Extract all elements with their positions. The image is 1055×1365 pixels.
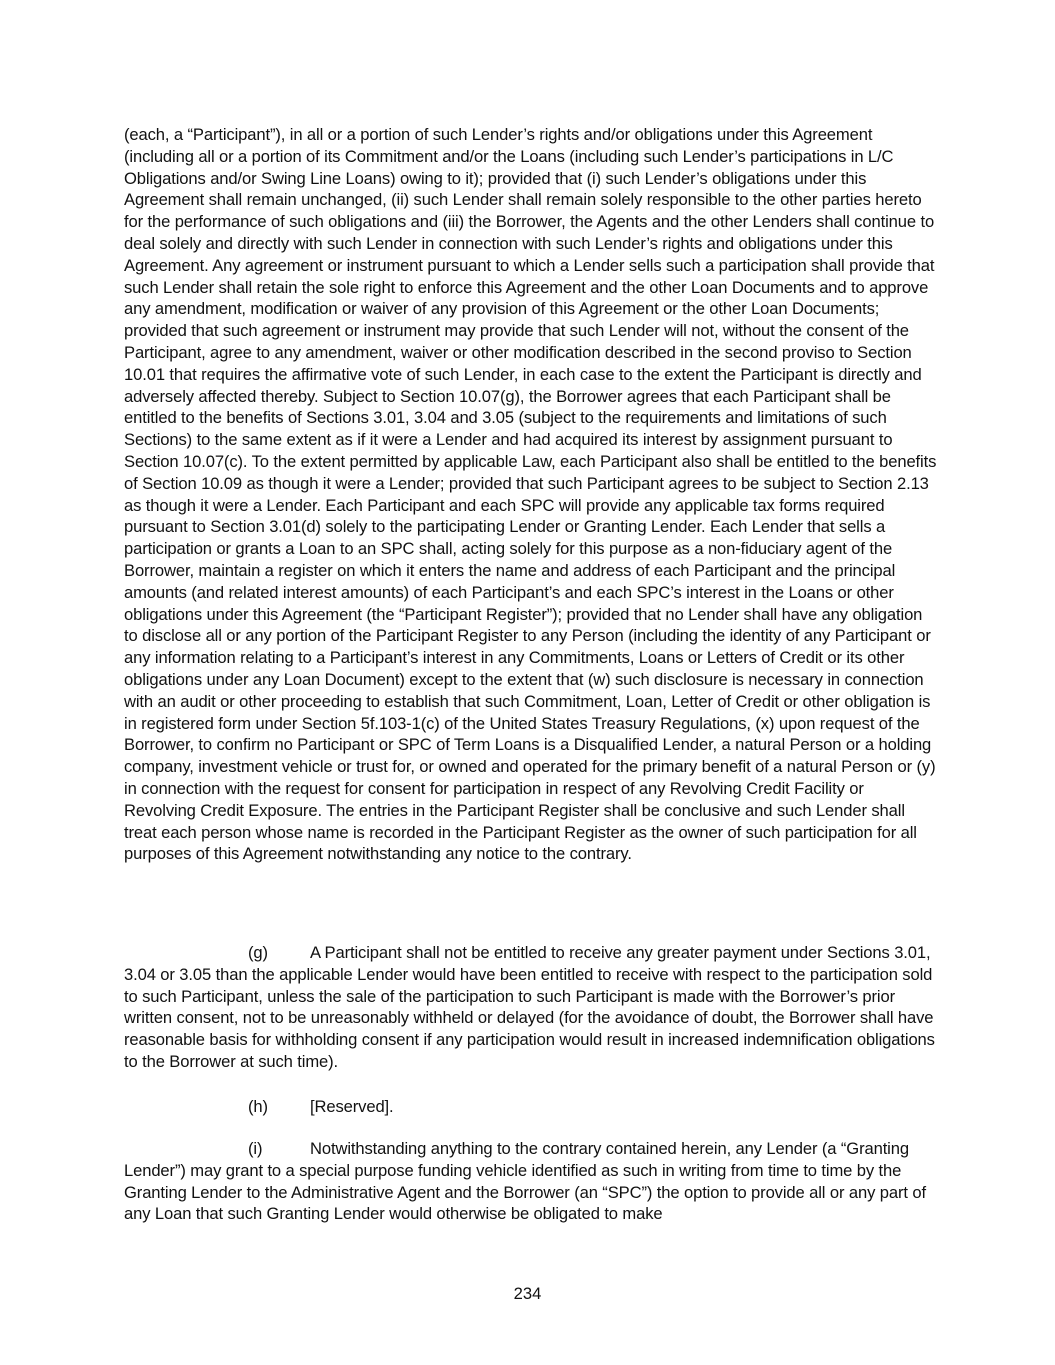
- page-number: 234: [513, 1284, 542, 1303]
- paragraph-g: [124, 942, 938, 1073]
- paragraph-h-label: (h): [248, 1097, 268, 1116]
- paragraph-i-label: (i): [248, 1139, 263, 1158]
- paragraph-i: [124, 1138, 938, 1225]
- paragraph-h-text: [Reserved].: [310, 1097, 394, 1116]
- paragraph-participant-continuation: (each, a “Participant”), in all or a portion of such Lender’s rights and/or obligations under this Agreement (including all or a portion of its Commitment and/or the Loans (including such Lender’s participations in L/C Obligations and/or Swing Line Loans) owing to it); provided that (i) such Lender’s obligations under this Agreement shall remain unchanged, (ii) such Lender shall remain solely responsible to the other parties hereto for the performance of such obligations and (iii) the Borrower, the Agents and the other Lenders shall continue to deal solely and directly with such Lender in connection with such Lender’s rights and obligations under this Agreement. Any agreement or instrument pursuant to which a Lender sells such a participation shall provide that such Lender shall retain the sole right to enforce this Agreement and the other Loan Documents and to approve any amendment, modification or waiver of any provision of this Agreement or the other Loan Documents; provided that such agreement or instrument may provide that such Lender will not, without the consent of the Participant, agree to any amendment, waiver or other modification described in the second proviso to Section 10.01 that requires the affirmative vote of such Lender, in each case to the extent the Participant is directly and adversely affected thereby. Subject to Section 10.07(g), the Borrower agrees that each Participant shall be entitled to the benefits of Sections 3.01, 3.04 and 3.05 (subject to the requirements and limitations of such Sections) to the same extent as if it were a Lender and had acquired its interest by assignment pursuant to Section 10.07(c). To the extent permitted by applicable Law, each Participant also shall be entitled to the benefits of Section 10.09 as though it were a Lender; provided that such Participant agrees to be subject to Section 2.13 as though it were a Lender. Each Participant and each SPC will provide any applicable tax forms required pursuant to Section 3.01(d) solely to the participating Lender or Granting Lender. Each Lender that sells a participation or grants a Loan to an SPC shall, acting solely for this purpose as a non-fiduciary agent of the Borrower, maintain a register on which it enters the name and address of each Participant and the principal amounts (and related interest amounts) of each Participant’s and each SPC’s interest in the Loans or other obligations under this Agreement (the “Participant Register”); provided that no Lender shall have any obligation to disclose all or any portion of the Participant Register to any Person (including the identity of any Participant or any information relating to a Participant’s interest in any Commitments, Loans or Letters of Credit or its other obligations under any Loan Document) except to the extent that (w) such disclosure is necessary in connection with an audit or other proceeding to establish that such Commitment, Loan, Letter of Credit or other obligation is in registered form under Section 5f.103-1(c) of the United States Treasury Regulations, (x) upon request of the Borrower, to confirm no Participant or SPC of Term Loans is a Disqualified Lender, a natural Person or a holding company, investment vehicle or trust for, or owned and operated for the primary benefit of a natural Person or (y) in connection with the request for consent for participation in respect of any Revolving Credit Facility or Revolving Credit Exposure. The entries in the Participant Register shall be conclusive and such Lender shall treat each person whose name is recorded in the Participant Register as the owner of such participation for all purposes of this Agreement notwithstanding any notice to the contrary.: [124, 125, 937, 864]
- paragraph-g-label: (g): [248, 943, 268, 962]
- paragraph-i-text: Notwithstanding anything to the contrary contained herein, any Lender (a “Granting Lender”) may grant to a special purpose funding vehicle identified as such in writing from time to time by the Granting Lender to the Administrative Agent and the Borrower (an “SPC”) the option to provide all or any part of any Loan that such Granting Lender would otherwise be obligated to make: [124, 1139, 926, 1224]
- paragraph-g-text: A Participant shall not be entitled to receive any greater payment under Sections 3.01, 3.04 or 3.05 than the applicable Lender would have been entitled to receive with respect to the participation sold to such Participant, unless the sale of the participation to such Participant is made with the Borrower’s prior written consent, not to be unreasonably withheld or delayed (for the avoidance of doubt, the Borrower shall have reasonable basis for withholding consent if any participation would result in increased indemnification obligations to the Borrower at such time).: [124, 943, 935, 1071]
- paragraph-h: [124, 1096, 938, 1118]
